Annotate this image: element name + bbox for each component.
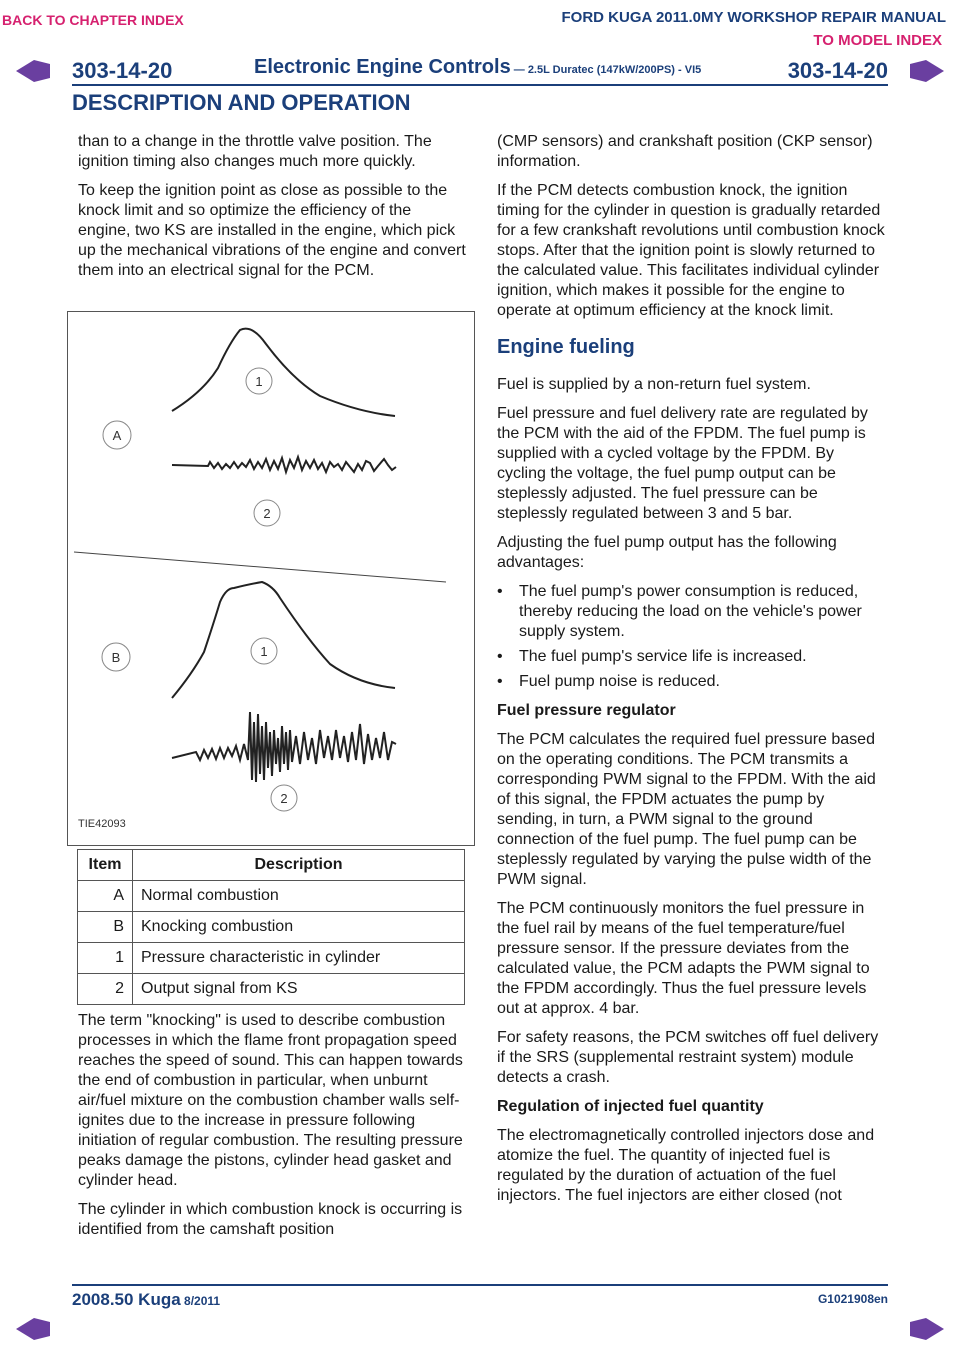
- footer-model: 2008.50 Kuga: [72, 1290, 181, 1309]
- next-page-arrow-icon[interactable]: [908, 58, 946, 89]
- callout-label: 2: [280, 791, 288, 806]
- cell-description: Pressure characteristic in cylinder: [133, 943, 465, 974]
- callout-label: 2: [263, 506, 271, 521]
- callout-a: [103, 421, 131, 449]
- header-description: Description: [133, 850, 465, 881]
- paragraph: The PCM continuously monitors the fuel pressure in the fuel rail by means of the fuel temperature/fuel pressure sensor. If the pressure deviates from the calculated value, the PCM adapts the PWM signal to the FPDM accordingly. Thus the fuel pressure levels out at approx. 4 bar.: [497, 900, 870, 1017]
- callout-label: 1: [255, 374, 263, 389]
- paragraph: The term "knocking" is used to describe combustion processes in which the flame front propagation speed reaches the speed of sound. This can happen towards the end of combustion in particular, when unburnt air/fuel mixture on the combustion chamber walls self-ignites due to the increase in pressure following initiation of regular combustion. The resulting pressure peaks damage the pistons, cylinder head gasket and cylinder head.: [78, 1012, 463, 1189]
- table-row: [78, 943, 465, 974]
- list-item: [497, 647, 885, 667]
- callout-2-bottom: [271, 785, 297, 811]
- footer-rule: [72, 1284, 888, 1286]
- list-item-text: Fuel pump noise is reduced.: [519, 673, 720, 690]
- page-section-title: [254, 56, 701, 79]
- subsection-title: DESCRIPTION AND OPERATION: [72, 90, 411, 115]
- table-header-row: [78, 850, 465, 881]
- footer-date: 8/2011: [180, 1294, 221, 1308]
- page-code-left: 303-14-20: [72, 58, 173, 83]
- figure-id: TIE42093: [78, 818, 126, 830]
- normal-pressure-curve: [172, 329, 395, 416]
- cell-item: 1: [78, 943, 133, 974]
- paragraph: Fuel is supplied by a non-return fuel system.: [497, 376, 811, 393]
- callout-1-top: [246, 368, 272, 394]
- left-column: [78, 132, 466, 290]
- left-column-lower: [78, 1011, 466, 1249]
- paragraph: The cylinder in which combustion knock is occurring is identified from the camshaft position: [78, 1201, 463, 1238]
- bullet-marker: •: [497, 648, 503, 665]
- header-item: Item: [78, 850, 133, 881]
- paragraph: The PCM calculates the required fuel pressure based on the operating conditions. The PCM transmits a corresponding PWM signal to the FPDM. With the aid of this signal, the FPDM actuates the pump by sending, in turn, a PWM signal to the ground connection of the fuel pump. The fuel pump can be steplessly regulated by varying the pulse width of the PWM signal.: [497, 731, 876, 888]
- paragraph: Fuel pressure and fuel delivery rate are regulated by the PCM with the aid of the FPDM. The fuel pump is supplied with a cycled voltage by the FPDM. By cycling the voltage, the fuel pump output can be steplessly adjusted. The fuel pressure can be steplessly regulated between 3 and 5 bar.: [497, 405, 868, 522]
- right-column: [497, 132, 885, 1215]
- callout-1-bottom: [251, 638, 277, 664]
- paragraph: than to a change in the throttle valve position. The ignition timing also changes much more quickly.: [78, 133, 432, 170]
- normal-ks-signal: [172, 457, 396, 472]
- callout-label: A: [112, 428, 122, 443]
- list-item-text: The fuel pump's service life is increased.: [519, 648, 807, 665]
- heading-injected-fuel-quantity: Regulation of injected fuel quantity: [497, 1098, 764, 1115]
- callout-label: 1: [260, 644, 268, 659]
- list-item: [497, 582, 885, 642]
- section-subtitle: — 2.5L Duratec (147kW/200PS) - VI5: [510, 64, 702, 76]
- cell-item: A: [78, 881, 133, 912]
- heading-engine-fueling: Engine fueling: [497, 336, 635, 358]
- cell-description: Knocking combustion: [133, 912, 465, 943]
- figure-divider: [74, 552, 446, 582]
- table-row: [78, 881, 465, 912]
- footer-code: G1021908en: [817, 1292, 888, 1306]
- paragraph: If the PCM detects combustion knock, the ignition timing for the cylinder in question is gradually retarded for a few crankshaft revolutions until combustion knock stops. After that the ignition point is slowly returned to the calculated value. This facilitates individual cylinder ignition, which makes it possible for the engine to operate at optimum efficiency at the knock limit.: [497, 182, 885, 319]
- back-to-chapter-index-link[interactable]: BACK TO CHAPTER INDEX: [2, 12, 184, 28]
- paragraph: (CMP sensors) and crankshaft position (CKP sensor) information.: [497, 133, 873, 170]
- header-rule: [72, 84, 888, 86]
- knocking-pressure-curve: [172, 582, 395, 698]
- paragraph: To keep the ignition point as close as possible to the knock limit and so optimize the efficiency of the engine, two KS are installed in the engine, which pick up the mechanical vibrations of the engine and convert them into an electrical signal for the PCM.: [78, 182, 466, 279]
- callout-label: B: [111, 650, 121, 665]
- callout-b: [102, 643, 130, 671]
- paragraph: Adjusting the fuel pump output has the following advantages:: [497, 534, 837, 571]
- previous-page-arrow-icon[interactable]: [14, 58, 52, 89]
- bullet-marker: •: [497, 583, 503, 600]
- footer-model-line: [72, 1290, 220, 1310]
- bullet-marker: •: [497, 673, 503, 690]
- paragraph: For safety reasons, the PCM switches off fuel delivery if the SRS (supplemental restraint system) module detects a crash.: [497, 1029, 879, 1086]
- to-model-index-link[interactable]: TO MODEL INDEX: [813, 32, 942, 49]
- paragraph: The electromagnetically controlled injectors dose and atomize the fuel. The quantity of injected fuel is regulated by the duration of actuation of the fuel injectors. The fuel injectors are either closed (not: [497, 1127, 875, 1204]
- table-row: [78, 974, 465, 1005]
- cell-description: Normal combustion: [133, 881, 465, 912]
- item-description-table: [77, 849, 465, 1005]
- manual-title: FORD KUGA 2011.0MY WORKSHOP REPAIR MANUAL: [561, 9, 946, 26]
- knocking-ks-signal: [172, 712, 396, 782]
- list-item: [497, 672, 885, 692]
- figure-svg: [68, 312, 474, 845]
- cell-item: B: [78, 912, 133, 943]
- list-item-text: The fuel pump's power consumption is reduced, thereby reducing the load on the vehicle's power supply system.: [519, 583, 862, 640]
- previous-page-arrow-icon[interactable]: [14, 1316, 52, 1347]
- page-code-right: 303-14-20: [787, 58, 888, 83]
- table-row: [78, 912, 465, 943]
- section-title: Electronic Engine Controls: [254, 56, 511, 78]
- heading-fuel-pressure-regulator: Fuel pressure regulator: [497, 702, 676, 719]
- callout-2-top: [254, 500, 280, 526]
- knock-signal-figure: [67, 311, 475, 846]
- next-page-arrow-icon[interactable]: [908, 1316, 946, 1347]
- cell-description: Output signal from KS: [133, 974, 465, 1005]
- cell-item: 2: [78, 974, 133, 1005]
